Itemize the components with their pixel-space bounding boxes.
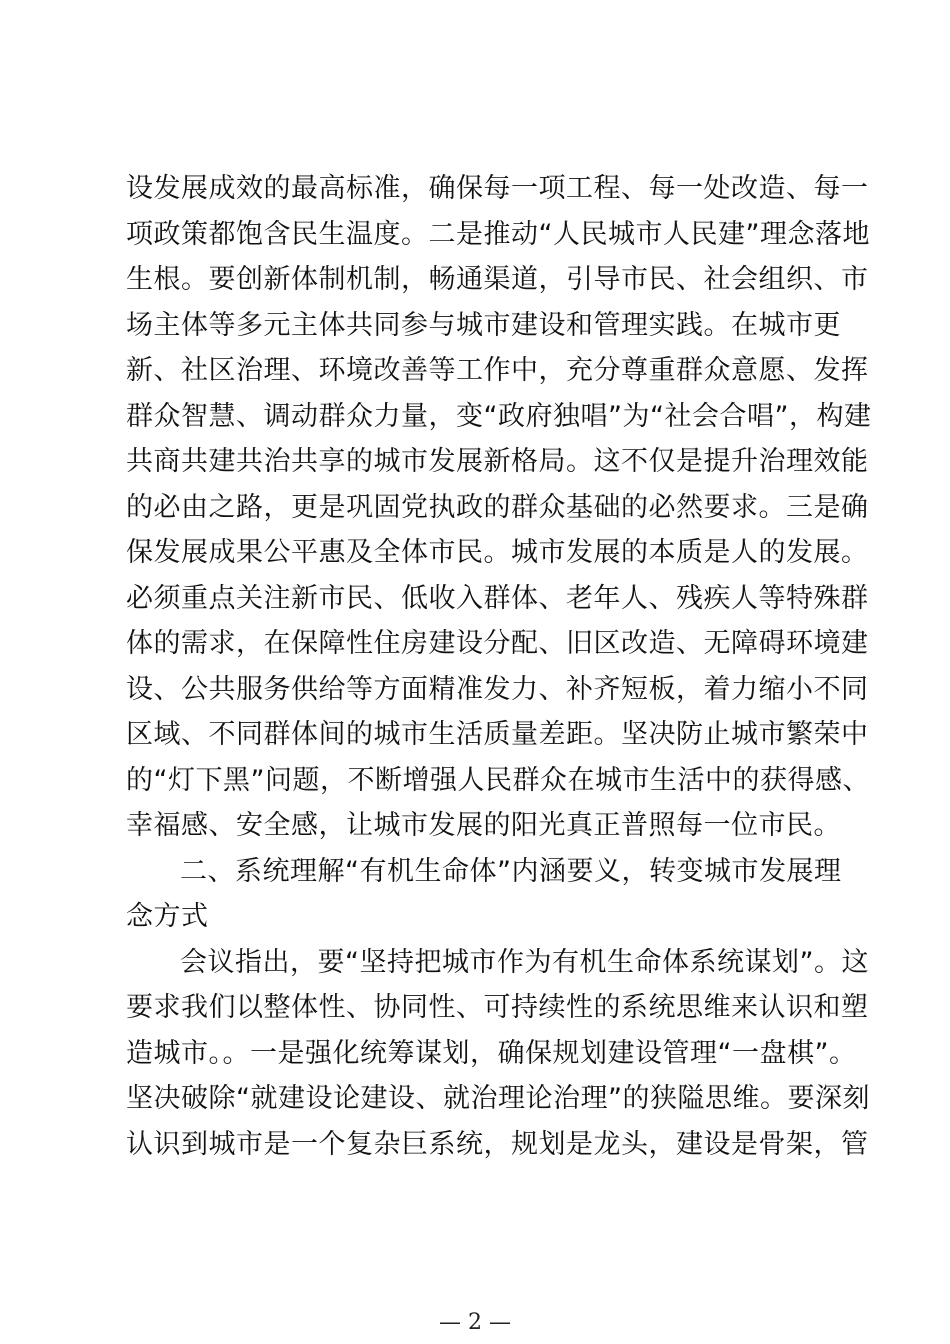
text-line: 要求我们以整体性、协同性、可持续性的系统思维来认识和塑 xyxy=(126,992,869,1023)
text-line: 的“灯下黑”问题，不断增强人民群众在城市生活中的获得感、 xyxy=(126,764,870,796)
text-line: 会议指出，要“坚持把城市作为有机生命体系统谋划”。这 xyxy=(180,946,869,978)
section-heading: 二、系统理解“有机生命体”内涵要义，转变城市发展理 xyxy=(180,855,842,887)
text-line: 必须重点关注新市民、低收入群体、老年人、残疾人等特殊群 xyxy=(126,582,869,614)
text-line: 的必由之路，更是巩固党执政的群众基础的必然要求。三是确 xyxy=(126,491,869,523)
text-line: 场主体等多元主体共同参与城市建设和管理实践。在城市更 xyxy=(126,309,841,341)
text-line: 坚决破除“就建设论建设、就治理论治理”的狭隘思维。要深刻 xyxy=(126,1083,870,1114)
text-line: 设、公共服务供给等方面精准发力、补齐短板，着力缩小不同 xyxy=(126,673,869,705)
page-number: — 2 — xyxy=(439,1310,511,1335)
text-line: 项政策都饱含民生温度。二是推动“人民城市人民建”理念落地 xyxy=(126,218,870,250)
body-text xyxy=(126,166,872,1167)
text-line: 生根。要创新体制机制，畅通渠道，引导市民、社会组织、市 xyxy=(126,264,869,295)
text-line: 造城市。。一是强化统筹谋划，确保规划建设管理“一盘棋”。 xyxy=(126,1037,857,1069)
text-line: 群众智慧、调动群众力量，变“政府独唱”为“社会合唱”，构建 xyxy=(126,400,872,432)
text-line: 体的需求，在保障性住房建设分配、旧区改造、无障碍环境建 xyxy=(126,628,869,659)
section-heading-continued: 念方式 xyxy=(126,901,209,932)
text-line: 设发展成效的最高标准，确保每一项工程、每一处改造、每一 xyxy=(126,173,869,204)
text-line: 区域、不同群体间的城市生活质量差距。坚决防止城市繁荣中 xyxy=(126,719,869,750)
text-line: 共商共建共治共享的城市发展新格局。这不仅是提升治理效能 xyxy=(126,446,869,477)
text-line: 认识到城市是一个复杂巨系统，规划是龙头，建设是骨架，管 xyxy=(126,1128,869,1160)
text-line: 新、社区治理、环境改善等工作中，充分尊重群众意愿、发挥 xyxy=(126,355,869,386)
text-line: 保发展成果公平惠及全体市民。城市发展的本质是人的发展。 xyxy=(126,537,869,568)
text-line: 幸福感、安全感，让城市发展的阳光真正普照每一位市民。 xyxy=(126,810,841,841)
